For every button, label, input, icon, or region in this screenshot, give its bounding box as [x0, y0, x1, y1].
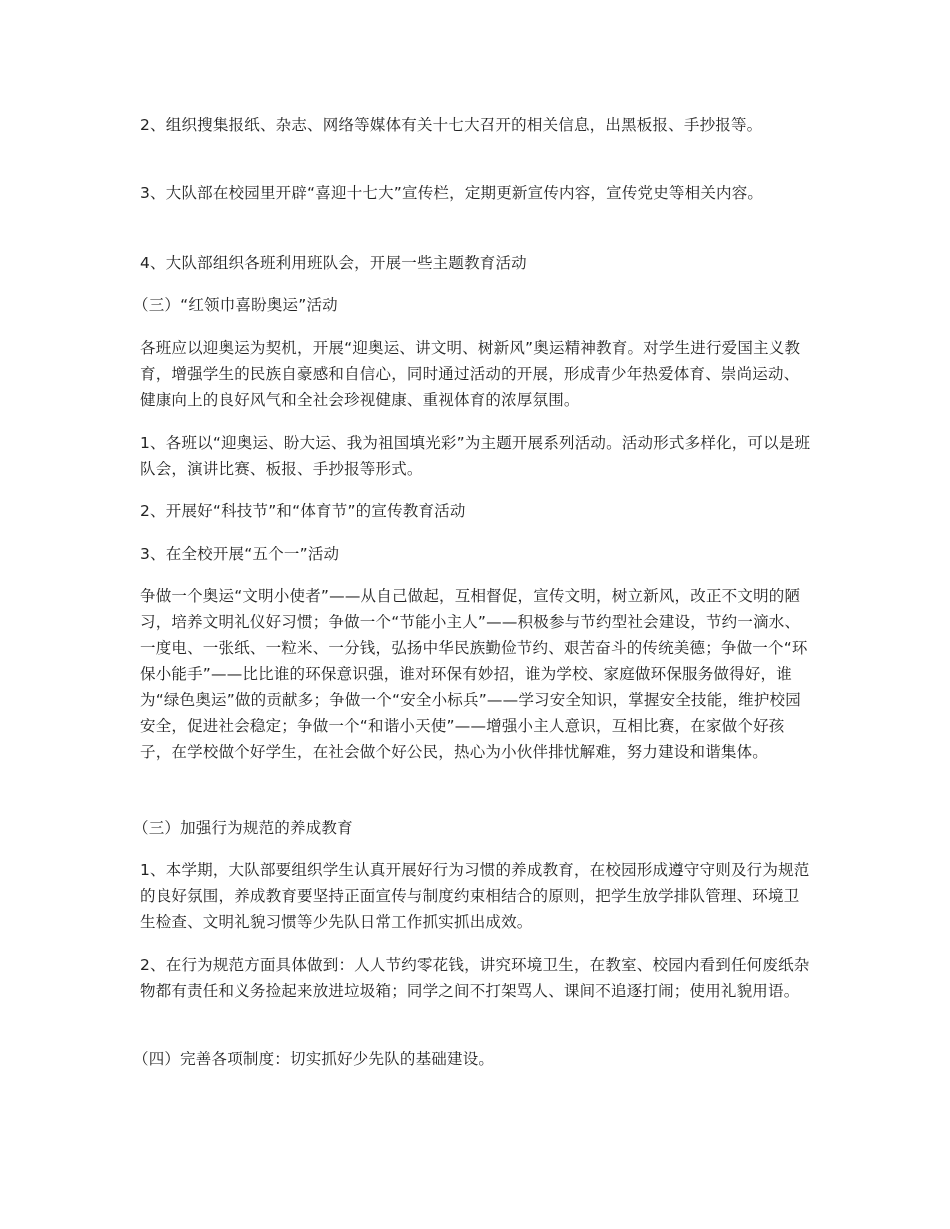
section-heading-behavior: （三）加强行为规范的养成教育: [133, 819, 353, 837]
paragraph-item-4-class-meeting: 4、大队部组织各班利用班队会，开展一些主题教育活动: [140, 254, 527, 272]
paragraph-behavior-item-2: 2、在行为规范方面具体做到：人人节约零花钱，讲究环境卫生，在教室、校园内看到任何废纸杂物都有责任和义务捡起来放进垃圾箱；同学之间不打架骂人、课间不追逐打闹；使用礼貌用语。: [140, 956, 810, 1000]
section-heading-olympics: （三）“红领巾喜盼奥运”活动: [133, 296, 338, 314]
paragraph-five-ones-detail: 争做一个奥运“文明小使者”——从自己做起，互相督促，宣传文明，树立新风，改正不文明的陋习，培养文明礼仪好习惯；争做一个“节能小主人”——积极参与节约型社会建设，节约一滴水、一度电、一张纸、一粒米、一分钱，弘扬中华民族勤俭节约、艰苦奋斗的传统美德；争做一个“环保小能手”——比比谁的环保意识强，谁对环保有妙招，谁为学校、家庭做环保服务做得好，谁为“绿色奥运”做的贡献多；争做一个“安全小标兵”——学习安全知识，掌握安全技能，维护校园安全，促进社会稳定；争做一个“和谐小天使”——增强小主人意识，互相比赛，在家做个好孩子，在学校做个好学生，在社会做个好公民，热心为小伙伴排忧解难，努力建设和谐集体。: [140, 587, 808, 761]
paragraph-item-3-five-ones: 3、在全校开展“五个一”活动: [140, 545, 340, 563]
paragraph-item-1-series: 1、各班以“迎奥运、盼大运、我为祖国填光彩”为主题开展系列活动。活动形式多样化，可以是班队会，演讲比赛、板报、手抄报等形式。: [140, 434, 811, 478]
paragraph-item-2-festivals: 2、开展好“科技节”和“体育节”的宣传教育活动: [140, 502, 466, 520]
section-heading-systems: （四）完善各项制度：切实抓好少先队的基础建设。: [133, 1050, 495, 1068]
paragraph-item-3-bulletin: 3、大队部在校园里开辟“喜迎十七大”宣传栏，定期更新宣传内容，宣传党史等相关内容。: [140, 184, 764, 202]
paragraph-behavior-item-1: 1、本学期，大队部要组织学生认真开展好行为习惯的养成教育，在校园形成遵守守则及行为规范的良好氛围，养成教育要坚持正面宣传与制度约束相结合的原则，把学生放学排队管理、环境卫生检查、文明礼貌习惯等少先队日常工作抓实抓出成效。: [140, 861, 810, 931]
paragraph-item-2-newspaper: 2、组织搜集报纸、杂志、网络等媒体有关十七大召开的相关信息，出黑板报、手抄报等。: [140, 116, 763, 134]
paragraph-olympics-intro: 各班应以迎奥运为契机，开展“迎奥运、讲文明、树新风”奥运精神教育。对学生进行爱国主义教育，增强学生的民族自豪感和自信心，同时通过活动的开展，形成青少年热爱体育、崇尚运动、健康向上的良好风气和全社会珍视健康、重视体育的浓厚氛围。: [140, 339, 801, 409]
